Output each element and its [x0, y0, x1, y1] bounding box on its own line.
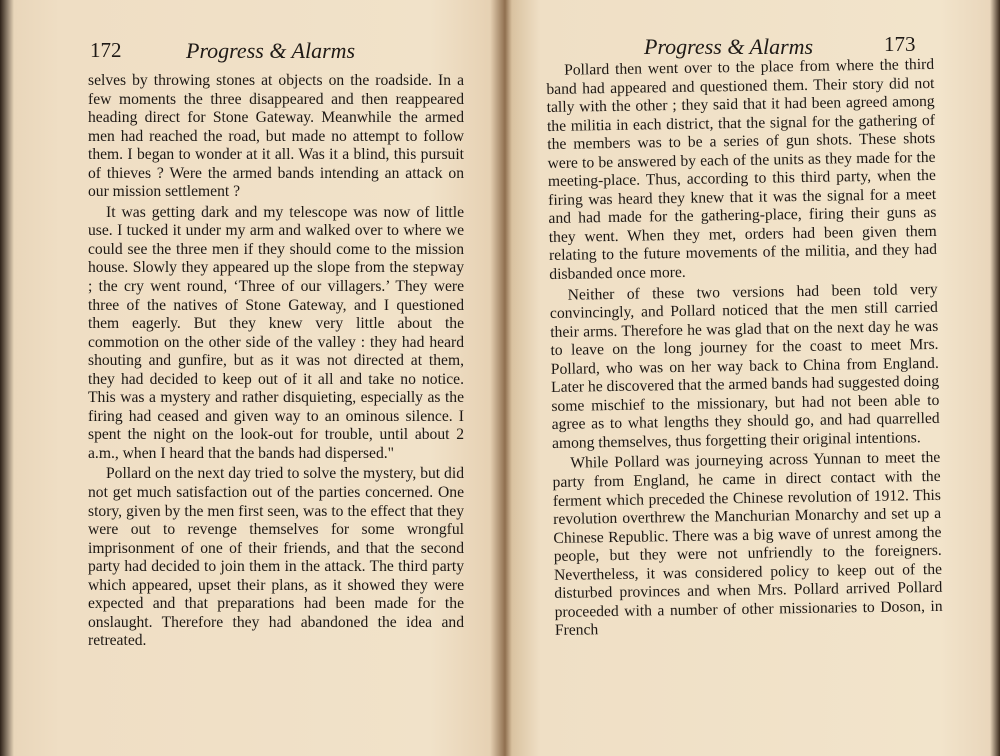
right-paragraph-3: While Pollard was journeying across Yunnan to meet the party from England, he came in direct contact with the ferment which preceded the Chinese revolution of 1912. This revolution overthrew the Manchurian Monarchy and set up a Chinese Republic. There was a big wave of unrest among the people, but they were not unfriendly to the foreigners. Nevertheless, it was considered policy to keep out of the disturbed provinces and when Mrs. Pollard arrived Pollard proceeded with a number of other missionaries to Doson, in French — [552, 449, 943, 640]
left-paragraph-3: Pollard on the next day tried to solve the mystery, but did not get much satisfaction out of the parties concerned. One story, given by the men first seen, was to the effect that they were out to revenge themselves for some wrongful imprisonment of one of their friends, and that the second party had decided to join them in the attack. The third party which appeared, upset their plans, as it showed they were expected and that preparations had been made for the onslaught. Therefore they had abandoned the idea and retreated. — [88, 465, 464, 650]
right-page-text — [546, 56, 943, 641]
right-running-title: Progress & Alarms — [644, 34, 814, 59]
left-page-number: 172 — [90, 38, 122, 62]
left-page-text — [88, 72, 464, 651]
right-page — [508, 0, 1000, 756]
right-page-number: 173 — [884, 32, 916, 56]
left-paragraph-1: selves by throwing stones at objects on the roadside. In a few moments the three disappeared and then reappeared heading direct for Stone Gateway. Meanwhile the armed men had reached the road, but made no attempt to follow them. I began to wonder at it all. Was it a blind, this pursuit of thieves ? Were the armed bands intending an attack on our mission settlement ? — [88, 72, 464, 201]
left-paragraph-2: It was getting dark and my telescope was now of little use. I tucked it under my arm and walked over to where we could see the three men if they should come to the mission house. Slowly they appeared up the slope from the stepway ; the cry went round, ‘Three of our villagers.’ They were three of the natives of Stone Gateway, and I questioned them eagerly. But they knew very little about the commotion on the other side of the valley : they had heard shouting and gunfire, but as it was not directed at them, they had decided to keep out of it all and take no notice. This was a mystery and rather disquieting, especially as the firing had ceased and given way to an ominous silence. I spent the night on the look-out for trouble, until about 2 a.m., when I heard that the bands had dispersed." — [88, 203, 464, 462]
right-paragraph-2: Neither of these two versions had been told very convincingly, and Pollard noticed that the men still carried their arms. Therefore he was glad that on the next day he was to leave on the long journey for the coast to meet Mrs. Pollard, who was on her way back to China from England. Later he discovered that the armed bands had suggested doing some mischief to the missionary, but had not been able to agree as to what lengths they should go, and had quarrelled among themselves, thus forgetting their original intentions. — [549, 280, 940, 452]
right-paragraph-1: Pollard then went over to the place from where the third band had appeared and questioned them. Their story did not tally with the other ; they said that it had been agreed among the militia in each district, that the signal for the gathering of the members was to be a series of gun shots. These shots were to be answered by each of the units as they made for the meeting-place. Thus, according to this third party, when the firing was heard they knew that it was the signal for a meet and had made for the gathering-place, firing their guns as they went. When they met, orders had been given them relating to the future movements of the militia, and they had disbanded once more. — [546, 55, 938, 283]
left-running-title: Progress & Alarms — [186, 38, 356, 63]
